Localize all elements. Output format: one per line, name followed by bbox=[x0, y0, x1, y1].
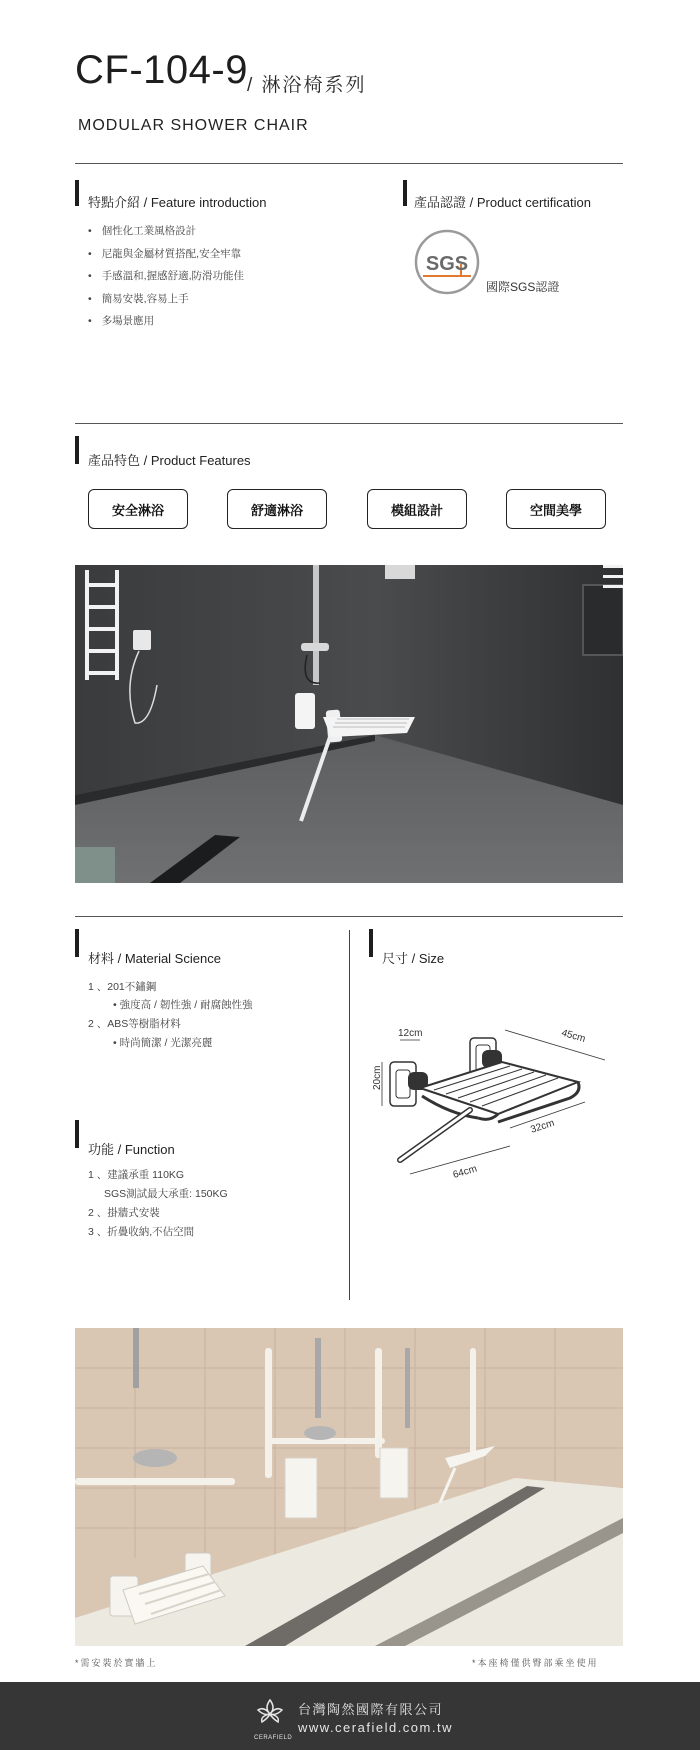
product-subtitle: MODULAR SHOWER CHAIR bbox=[78, 117, 309, 134]
list-item: • 簡易安裝,容易上手 bbox=[78, 290, 244, 313]
list-item: • 手感溫和,握感舒適,防滑功能佳 bbox=[78, 267, 244, 290]
feature-pill-modular-design: 模組設計 bbox=[367, 489, 467, 529]
company-name: 台灣陶然國際有限公司 bbox=[298, 1702, 444, 1717]
divider bbox=[75, 423, 623, 424]
section-bar bbox=[75, 436, 79, 464]
section-bar bbox=[369, 929, 373, 957]
material-title: 材料 / Material Science bbox=[88, 951, 221, 966]
flower-logo-icon bbox=[250, 1694, 290, 1734]
size-diagram bbox=[360, 1010, 650, 1210]
dim-height: 20cm bbox=[372, 1065, 383, 1090]
material-line: • 強度高 / 韌性強 / 耐腐蝕性強 bbox=[113, 999, 253, 1011]
product-features-title: 產品特色 / Product Features bbox=[88, 453, 251, 468]
note-wall-install: *需安裝於實牆上 bbox=[75, 1658, 158, 1668]
company-url[interactable]: www.cerafield.com.tw bbox=[298, 1720, 453, 1735]
divider bbox=[75, 163, 623, 164]
list-item: • 多場景應用 bbox=[78, 312, 244, 335]
function-line: 1 、建議承重 110KG bbox=[88, 1169, 185, 1181]
material-line: 1 、201不鏽鋼 bbox=[88, 981, 157, 993]
section-bar bbox=[75, 929, 79, 957]
sgs-logo bbox=[413, 228, 481, 296]
section-bar bbox=[75, 1120, 79, 1148]
dim-depth: 45cm bbox=[560, 1027, 587, 1045]
function-line: 2 、掛牆式安裝 bbox=[88, 1207, 160, 1219]
brand-small-text: CERAFIELD bbox=[254, 1735, 293, 1741]
function-title: 功能 / Function bbox=[88, 1142, 175, 1157]
material-line: 2 、ABS等樹脂材料 bbox=[88, 1018, 181, 1030]
section-bar bbox=[403, 180, 407, 206]
material-line: • 時尚簡潔 / 光潔亮麗 bbox=[113, 1037, 213, 1049]
dim-seat-width: 32cm bbox=[529, 1117, 556, 1136]
product-photo-dark-bathroom bbox=[75, 565, 623, 883]
product-series: / 淋浴椅系列 bbox=[247, 75, 367, 96]
certification-title: 產品認證 / Product certification bbox=[414, 195, 591, 210]
feature-pill-space-aesthetics: 空間美學 bbox=[506, 489, 606, 529]
divider bbox=[75, 916, 623, 917]
size-title: 尺寸 / Size bbox=[382, 951, 445, 966]
feature-pill-safe-shower: 安全淋浴 bbox=[88, 489, 188, 529]
brand-logo bbox=[250, 1694, 290, 1734]
note-seat-usage: *本座椅僅供臀部乘坐使用 bbox=[472, 1658, 599, 1668]
certification-caption: 國際SGS認證 bbox=[486, 280, 560, 294]
section-bar bbox=[75, 180, 79, 206]
feature-pill-comfort-shower: 舒適淋浴 bbox=[227, 489, 327, 529]
function-line: 3 、折疊收納,不佔空間 bbox=[88, 1226, 195, 1238]
dim-total: 64cm bbox=[451, 1163, 479, 1181]
product-photo-tiled-shower bbox=[75, 1328, 623, 1646]
product-model: CF-104-9 bbox=[75, 48, 248, 92]
feature-intro-list bbox=[78, 222, 244, 335]
dim-top-width: 12cm bbox=[398, 1028, 423, 1039]
function-line: SGS測試最大承重: 150KG bbox=[104, 1188, 228, 1200]
sgs-logo-text: SGS bbox=[425, 253, 469, 275]
column-divider bbox=[349, 930, 350, 1300]
list-item: • 尼龍與金屬材質搭配,安全牢靠 bbox=[78, 245, 244, 268]
sgs-icon bbox=[413, 228, 481, 296]
footer bbox=[0, 1682, 700, 1750]
list-item: • 個性化工業風格設計 bbox=[78, 222, 244, 245]
feature-intro-title: 特點介紹 / Feature introduction bbox=[88, 195, 267, 210]
